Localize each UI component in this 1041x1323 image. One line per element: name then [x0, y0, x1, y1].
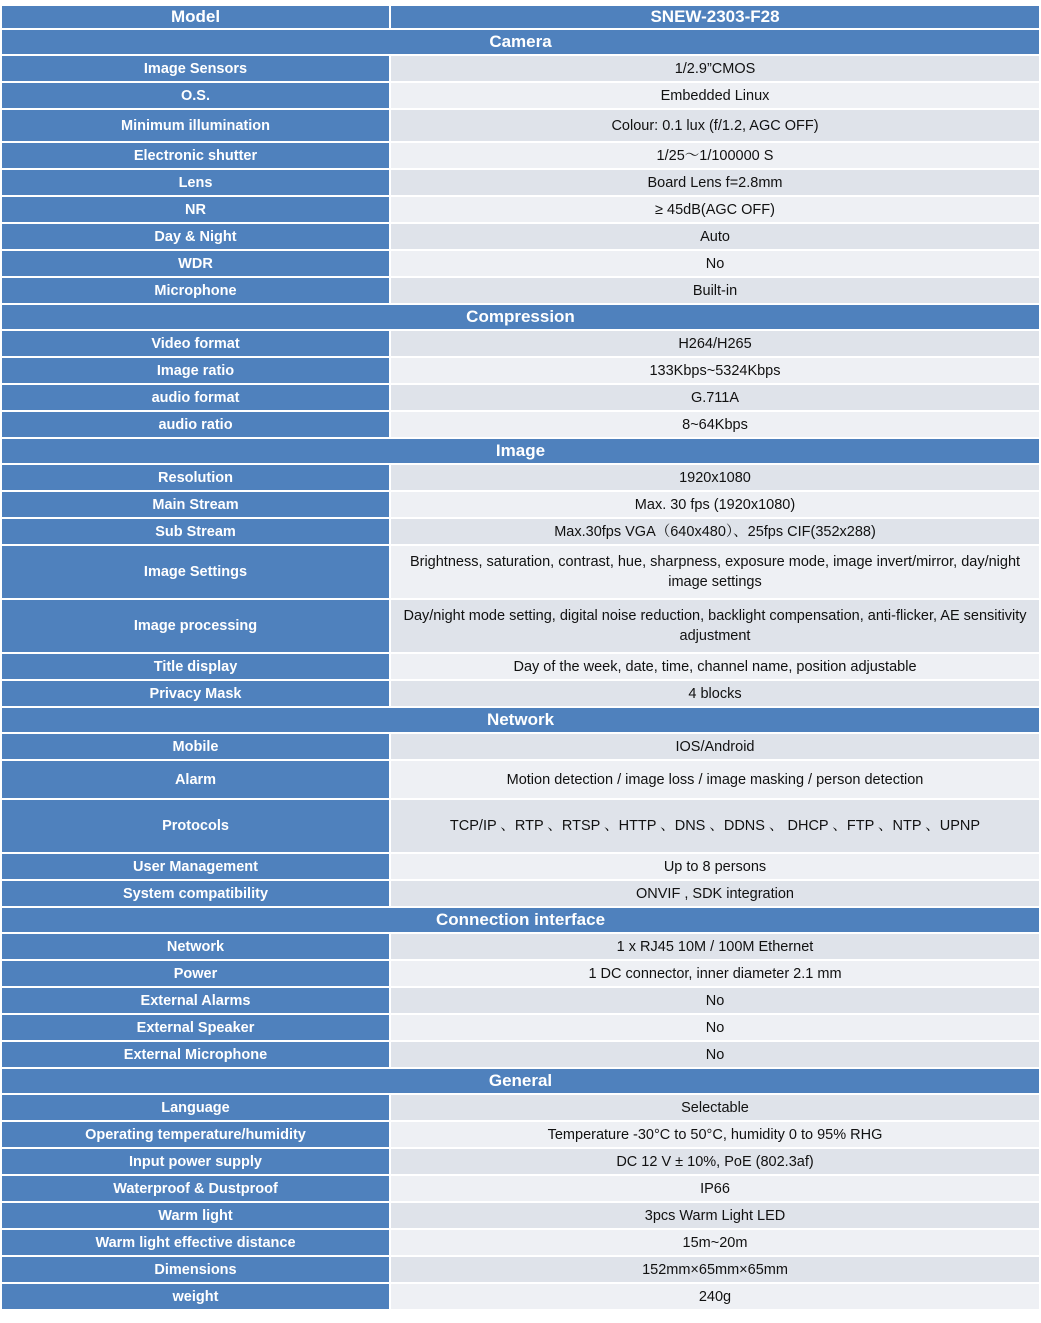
spec-row	[2, 492, 1039, 519]
header-value: SNEW-2303-F28	[391, 6, 1039, 30]
spec-row	[2, 331, 1039, 358]
spec-label: Minimum illumination	[2, 110, 391, 143]
spec-value: 240g	[391, 1284, 1039, 1311]
spec-row	[2, 110, 1039, 143]
spec-value: Built-in	[391, 278, 1039, 305]
spec-value: 1/2.9”CMOS	[391, 56, 1039, 83]
spec-row	[2, 546, 1039, 600]
spec-label: Privacy Mask	[2, 681, 391, 708]
spec-label: O.S.	[2, 83, 391, 110]
spec-label: Warm light effective distance	[2, 1230, 391, 1257]
spec-value: Auto	[391, 224, 1039, 251]
spec-value: IP66	[391, 1176, 1039, 1203]
spec-label: audio ratio	[2, 412, 391, 439]
spec-row	[2, 761, 1039, 800]
spec-label: Mobile	[2, 734, 391, 761]
spec-value: ONVIF , SDK integration	[391, 881, 1039, 908]
spec-label: Microphone	[2, 278, 391, 305]
spec-value: 1920x1080	[391, 465, 1039, 492]
section-row	[2, 1069, 1039, 1095]
spec-label: audio format	[2, 385, 391, 412]
spec-row	[2, 881, 1039, 908]
spec-value: Board Lens f=2.8mm	[391, 170, 1039, 197]
section-title: Compression	[2, 305, 1039, 331]
spec-row	[2, 412, 1039, 439]
spec-row	[2, 56, 1039, 83]
spec-label: Lens	[2, 170, 391, 197]
spec-label: Main Stream	[2, 492, 391, 519]
spec-row	[2, 358, 1039, 385]
spec-row	[2, 170, 1039, 197]
spec-label: Title display	[2, 654, 391, 681]
spec-row	[2, 143, 1039, 170]
spec-value: No	[391, 988, 1039, 1015]
spec-label: WDR	[2, 251, 391, 278]
spec-table-body	[2, 6, 1039, 1311]
section-row	[2, 708, 1039, 734]
spec-label: Image Sensors	[2, 56, 391, 83]
spec-row	[2, 988, 1039, 1015]
spec-label: Dimensions	[2, 1257, 391, 1284]
section-title: Network	[2, 708, 1039, 734]
spec-label: Language	[2, 1095, 391, 1122]
spec-label: External Alarms	[2, 988, 391, 1015]
spec-label: Waterproof & Dustproof	[2, 1176, 391, 1203]
spec-label: External Microphone	[2, 1042, 391, 1069]
section-row	[2, 908, 1039, 934]
header-row	[2, 6, 1039, 30]
spec-row	[2, 854, 1039, 881]
spec-row	[2, 519, 1039, 546]
spec-value: IOS/Android	[391, 734, 1039, 761]
spec-value: Day of the week, date, time, channel name, position adjustable	[391, 654, 1039, 681]
spec-row	[2, 1176, 1039, 1203]
spec-label: User Management	[2, 854, 391, 881]
spec-label: Image ratio	[2, 358, 391, 385]
spec-row	[2, 800, 1039, 854]
spec-row	[2, 734, 1039, 761]
section-title: Image	[2, 439, 1039, 465]
spec-label: Protocols	[2, 800, 391, 854]
spec-value: DC 12 V ± 10%, PoE (802.3af)	[391, 1149, 1039, 1176]
spec-table	[2, 6, 1039, 1311]
spec-row	[2, 1203, 1039, 1230]
spec-value: 4 blocks	[391, 681, 1039, 708]
section-title: General	[2, 1069, 1039, 1095]
spec-value: G.711A	[391, 385, 1039, 412]
spec-value: Motion detection / image loss / image masking / person detection	[391, 761, 1039, 800]
spec-row	[2, 681, 1039, 708]
spec-value: Embedded Linux	[391, 83, 1039, 110]
spec-row	[2, 278, 1039, 305]
spec-value: 1/25～1/100000 S	[391, 143, 1039, 170]
section-row	[2, 30, 1039, 56]
section-row	[2, 439, 1039, 465]
spec-label: External Speaker	[2, 1015, 391, 1042]
spec-value: ≥ 45dB(AGC OFF)	[391, 197, 1039, 224]
spec-row	[2, 197, 1039, 224]
spec-row	[2, 1149, 1039, 1176]
spec-value: 1 DC connector, inner diameter 2.1 mm	[391, 961, 1039, 988]
spec-value: 15m~20m	[391, 1230, 1039, 1257]
spec-label: Network	[2, 934, 391, 961]
spec-row	[2, 1230, 1039, 1257]
spec-label: weight	[2, 1284, 391, 1311]
spec-label: Input power supply	[2, 1149, 391, 1176]
spec-row	[2, 1095, 1039, 1122]
spec-label: Power	[2, 961, 391, 988]
header-label: Model	[2, 6, 391, 30]
spec-value: No	[391, 251, 1039, 278]
spec-value: Day/night mode setting, digital noise reduction, backlight compensation, anti-flicker, AE sensitivity adjustment	[391, 600, 1039, 654]
spec-value: 152mm×65mm×65mm	[391, 1257, 1039, 1284]
section-row	[2, 305, 1039, 331]
spec-row	[2, 934, 1039, 961]
spec-value: Max. 30 fps (1920x1080)	[391, 492, 1039, 519]
spec-label: Day & Night	[2, 224, 391, 251]
spec-value: Selectable	[391, 1095, 1039, 1122]
spec-value: 3pcs Warm Light LED	[391, 1203, 1039, 1230]
spec-row	[2, 224, 1039, 251]
spec-value: H264/H265	[391, 331, 1039, 358]
spec-row	[2, 83, 1039, 110]
spec-value: 133Kbps~5324Kbps	[391, 358, 1039, 385]
spec-row	[2, 1042, 1039, 1069]
spec-value: Max.30fps VGA（640x480）、25fps CIF(352x288)	[391, 519, 1039, 546]
spec-row	[2, 385, 1039, 412]
spec-label: Alarm	[2, 761, 391, 800]
spec-label: Image Settings	[2, 546, 391, 600]
spec-row	[2, 251, 1039, 278]
spec-row	[2, 654, 1039, 681]
spec-row	[2, 465, 1039, 492]
spec-value: Temperature -30°C to 50°C, humidity 0 to 95% RHG	[391, 1122, 1039, 1149]
spec-value: No	[391, 1015, 1039, 1042]
spec-value: 8~64Kbps	[391, 412, 1039, 439]
spec-label: Operating temperature/humidity	[2, 1122, 391, 1149]
spec-label: System compatibility	[2, 881, 391, 908]
spec-value: Colour: 0.1 lux (f/1.2, AGC OFF)	[391, 110, 1039, 143]
spec-label: NR	[2, 197, 391, 224]
spec-label: Image processing	[2, 600, 391, 654]
spec-row	[2, 1122, 1039, 1149]
spec-row	[2, 600, 1039, 654]
spec-row	[2, 1284, 1039, 1311]
spec-label: Sub Stream	[2, 519, 391, 546]
spec-value: Up to 8 persons	[391, 854, 1039, 881]
spec-row	[2, 961, 1039, 988]
spec-label: Video format	[2, 331, 391, 358]
spec-value: TCP/IP 、RTP 、RTSP 、HTTP 、DNS 、DDNS 、 DHCP 、FTP 、NTP 、UPNP	[391, 800, 1039, 854]
spec-label: Resolution	[2, 465, 391, 492]
spec-label: Electronic shutter	[2, 143, 391, 170]
spec-row	[2, 1257, 1039, 1284]
spec-label: Warm light	[2, 1203, 391, 1230]
spec-value: 1 x RJ45 10M / 100M Ethernet	[391, 934, 1039, 961]
spec-row	[2, 1015, 1039, 1042]
spec-value: No	[391, 1042, 1039, 1069]
spec-value: Brightness, saturation, contrast, hue, sharpness, exposure mode, image invert/mirror, day/night image settings	[391, 546, 1039, 600]
section-title: Connection interface	[2, 908, 1039, 934]
section-title: Camera	[2, 30, 1039, 56]
